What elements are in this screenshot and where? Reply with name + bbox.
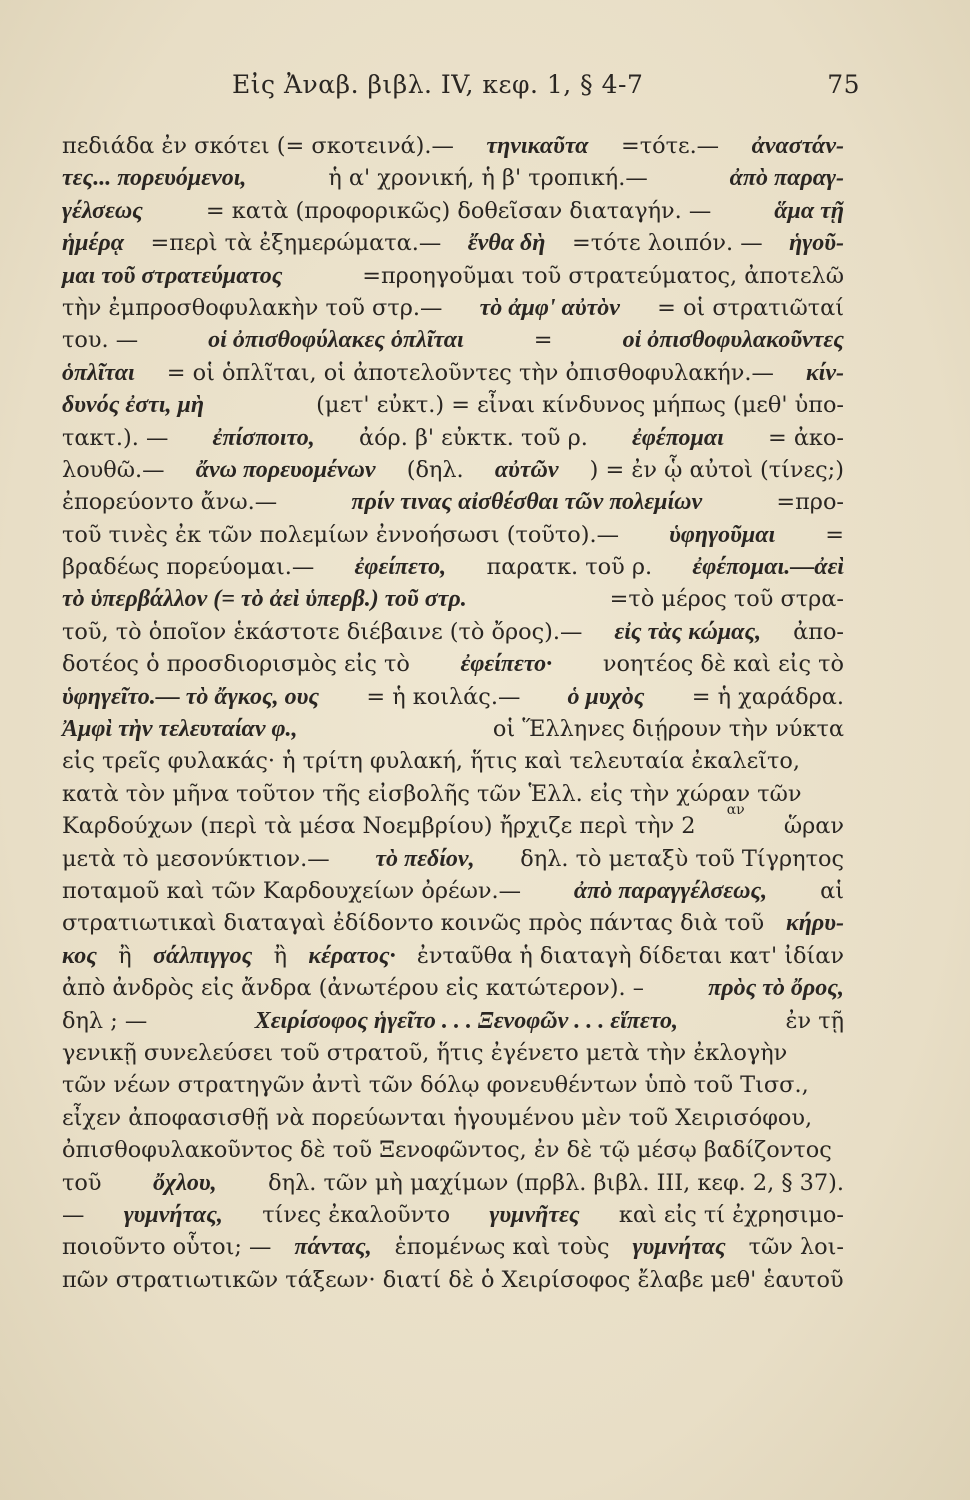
lemma-term: ἡμέρᾳ [62, 230, 125, 257]
page-number: 75 [827, 70, 860, 99]
gloss-text: τῶν λοι- [748, 1234, 844, 1261]
gloss-text: = ἡ χαράδρα. [691, 683, 844, 710]
gloss-text: ποιοῦντο οὗτοι; — [62, 1234, 272, 1261]
lemma-term: ἐφέπομαι.—ἀεὶ [692, 554, 844, 581]
gloss-text: αν [726, 802, 745, 819]
text-line [62, 454, 844, 486]
text-line [62, 713, 844, 745]
lemma-term: σάλπιγγος [153, 942, 253, 969]
gloss-text: κατὰ τὸν μῆνα τοῦτον τῆς εἰσβολῆς τῶν Ἑλλ. εἰς τὴν χώραν τῶν [62, 780, 802, 807]
gloss-text: νοητέος δὲ καὶ εἰς τὸ [602, 651, 844, 678]
gloss-text: τὴν ἐμπροσθοφυλακὴν τοῦ στρ.— [62, 294, 443, 321]
text-line [62, 260, 844, 292]
gloss-text: εἶχεν ἀποφασισθῇ νὰ πορεύωνται ἡγουμένου μὲν τοῦ Χειρισόφου, [62, 1104, 813, 1131]
gloss-text: δηλ ; — [62, 1007, 148, 1034]
gloss-text: = οἱ στρατιῶταί [657, 294, 844, 321]
text-line [62, 1134, 844, 1166]
gloss-text: ὀπισθοφυλακοῦντος δὲ τοῦ Ξενοφῶντος, ἐν δὲ τῷ μέσῳ βαδίζοντος [62, 1137, 832, 1164]
lemma-term: πάντας, [294, 1234, 372, 1261]
lemma-term: ἐπίσποιτο, [212, 424, 315, 451]
gloss-text: παρατκ. τοῦ ρ. [486, 554, 653, 581]
text-line [62, 681, 844, 713]
text-line [62, 162, 844, 194]
text-line [62, 1264, 844, 1296]
text-line [62, 1167, 844, 1199]
gloss-text: γενικῇ συνελεύσει τοῦ στρατοῦ, ἥτις ἐγένετο μετὰ τὴν ἐκλογὴν [62, 1039, 788, 1066]
gloss-text: ποταμοῦ καὶ τῶν Καρδουχείων ὀρέων.— [62, 877, 521, 904]
gloss-text: μετὰ τὸ μεσονύκτιον.— [62, 845, 330, 872]
gloss-text: = οἱ ὁπλῖται, οἱ ἀποτελοῦντες τὴν ὀπισθοφυλακήν.— [166, 359, 774, 386]
gloss-text: ὥραν [783, 813, 844, 840]
gloss-text: εἰς τρεῖς φυλακάς· ἡ τρίτη φυλακή, ἥτις καὶ τελευταία ἐκαλεῖτο, [62, 748, 800, 775]
lemma-term: ἔνθα δὴ [467, 230, 546, 257]
running-title: Εἰς Ἀναβ. βιβλ. IV, κεφ. 1, § 4-7 [232, 70, 644, 99]
text-line [62, 389, 844, 421]
gloss-text: ἐπορεύοντο ἄνω.— [62, 489, 278, 516]
gloss-text: =τότε λοιπόν. — [571, 230, 763, 257]
gloss-text: ) = ἐν ᾧ αὐτοὶ (τίνες;) [589, 456, 844, 483]
lemma-term: ὁ μυχὸς [567, 683, 645, 710]
text-line [62, 292, 844, 324]
lemma-term: κίν- [805, 359, 844, 386]
lemma-term: αὐτῶν [494, 456, 559, 483]
gloss-text: ἡ α' χρονική, ἡ β' τροπική.— [328, 165, 648, 192]
lemma-term: τὸ ἀμφ' αὐτὸν [479, 294, 620, 321]
lemma-term: ἅμα τῇ [774, 197, 844, 224]
text-line [62, 648, 844, 680]
text-line [62, 195, 844, 227]
running-header [62, 70, 860, 106]
gloss-text: του. — [62, 327, 139, 354]
lemma-term: Ἀμφὶ τὴν τελευταίαν φ., [62, 716, 298, 743]
text-line [62, 583, 844, 615]
lemma-term: εἰς τὰς κώμας, [614, 618, 762, 645]
lemma-term: τηνικαῦτα [486, 133, 589, 159]
gloss-text: =περὶ τὰ ἐξημερώματα.— [150, 230, 442, 257]
gloss-text: Καρδούχων (περὶ τὰ μέσα Νοεμβρίου) ἤρχιζε περὶ τὴν 2 [62, 813, 696, 840]
text-line [62, 551, 844, 583]
text-line [62, 519, 844, 551]
commentary-text [62, 130, 844, 1296]
lemma-term: κος [62, 942, 97, 969]
text-line [62, 1102, 844, 1134]
gloss-text: ἑπομένως καὶ τοὺς [394, 1234, 610, 1261]
gloss-text: ἀόρ. β' εὐκτκ. τοῦ ρ. [358, 424, 588, 451]
gloss-text: (δηλ. [406, 456, 464, 483]
lemma-term: ἐφείπετο, [354, 554, 447, 581]
lemma-term: γυμνήτας [632, 1234, 726, 1261]
lemma-term: ἐφείπετο· [460, 651, 553, 678]
lemma-term: γυμνήτας, [123, 1201, 223, 1228]
lemma-term: ἄνω πορευομένων [195, 456, 376, 483]
text-line [62, 875, 844, 907]
text-line [62, 357, 844, 389]
lemma-term: μαι τοῦ στρατεύματος [62, 262, 283, 289]
lemma-term: ἐφέπομαι [632, 424, 724, 451]
gloss-text: = ἡ κοιλάς.— [366, 683, 521, 710]
lemma-term: πρὸς τὸ ὄρος, [708, 975, 844, 1002]
gloss-text: τοῦ τινὲς ἐκ τῶν πολεμίων ἐννοήσωσι (τοῦτο).— [62, 521, 620, 548]
text-line [62, 802, 844, 842]
lemma-term: πρίν τινας αἰσθέσθαι τῶν πολεμίων [351, 489, 703, 516]
lemma-term: τὸ ὑπερβάλλον (= τὸ ἀεὶ ὑπερβ.) τοῦ στρ. [62, 586, 467, 613]
gloss-text: ἀπο- [793, 618, 844, 645]
gloss-text: = κατὰ (προφορικῶς) δοθεῖσαν διαταγήν. — [205, 197, 712, 224]
lemma-term: ἡγοῦ- [789, 230, 844, 257]
gloss-text: τακτ.). — [62, 424, 169, 451]
text-line [62, 1037, 844, 1069]
gloss-text: καὶ εἰς τί ἐχρησιμο- [618, 1201, 844, 1228]
text-line [62, 227, 844, 259]
gloss-text: =προ- [776, 489, 844, 516]
gloss-text: =προηγοῦμαι τοῦ στρατεύματος, ἀποτελῶ [362, 262, 844, 289]
lemma-term: ἀπὸ παραγ- [729, 165, 844, 192]
lemma-term: κήρυ- [786, 910, 844, 937]
text-line [62, 972, 844, 1004]
gloss-text: πεδιάδα ἐν σκότει (= σκοτεινά).— [62, 133, 454, 159]
lemma-term: δυνός ἐστι, μὴ [62, 392, 205, 419]
lemma-term: ὄχλου, [153, 1169, 217, 1196]
lemma-term: γυμνῆτες [489, 1201, 580, 1228]
lemma-term: γέλσεως [62, 197, 143, 224]
lemma-term: τὸ πεδίον, [375, 845, 475, 872]
text-line [62, 940, 844, 972]
gloss-text: ἢ [118, 942, 132, 969]
text-line [62, 1199, 844, 1231]
lemma-term: ὑφηγεῖτο.— τὸ ἄγκος, ους [62, 683, 320, 710]
gloss-text: βραδέως πορεύομαι.— [62, 554, 315, 581]
lemma-term: Χειρίσοφος ἡγεῖτο . . . Ξενοφῶν . . . εἵπετο, [254, 1007, 679, 1034]
lemma-term: οἱ ὀπισθοφύλακες ὁπλῖται [208, 327, 464, 354]
gloss-text: =τὸ μέρος τοῦ στρα- [609, 586, 844, 613]
lemma-term: ὁπλῖται [62, 359, 135, 386]
gloss-text: ἐνταῦθα ἡ διαταγὴ δίδεται κατ' ἰδίαν [416, 942, 844, 969]
gloss-text: τοῦ, τὸ ὁποῖον ἑκάστοτε διέβαινε (τὸ ὄρος).— [62, 618, 583, 645]
gloss-text: ἐν τῇ [785, 1007, 844, 1034]
lemma-term: ἀναστάν- [751, 133, 844, 159]
gloss-text: = [533, 327, 553, 354]
gloss-text: =τότε.— [620, 133, 720, 159]
gloss-text: (μετ' εὐκτ.) = εἶναι κίνδυνος μήπως (μεθ' ὑπο- [316, 392, 844, 419]
text-line [62, 130, 844, 162]
gloss-text: στρατιωτικαὶ διαταγαὶ ἐδίδοντο κοινῶς πρὸς πάντας διὰ τοῦ [62, 910, 765, 937]
lemma-term: ἀπὸ παραγγέλσεως, [573, 877, 768, 904]
gloss-text: = [825, 521, 844, 548]
gloss-text: δοτέος ὁ προσδιορισμὸς εἰς τὸ [62, 651, 410, 678]
gloss-text: τῶν νέων στρατηγῶν ἀντὶ τῶν δόλῳ φονευθέντων ὑπὸ τοῦ Τισσ., [62, 1072, 809, 1099]
gloss-text: ἀπὸ ἀνδρὸς εἰς ἄνδρα (ἀνωτέρου εἰς κατώτερον). – [62, 975, 644, 1002]
lemma-term: κέρατος· [308, 942, 396, 969]
text-line [62, 843, 844, 875]
gloss-text: λουθῶ.— [62, 456, 165, 483]
gloss-text: αἱ [820, 877, 844, 904]
gloss-text: δηλ. τὸ μεταξὺ τοῦ Τίγρητος [520, 845, 844, 872]
lemma-term: ὑφηγοῦμαι [669, 521, 776, 548]
text-line [62, 422, 844, 454]
gloss-text: = ἀκο- [767, 424, 844, 451]
gloss-text: πῶν στρατιωτικῶν τάξεων· διατί δὲ ὁ Χειρίσοφος ἔλαβε μεθ' ἑαυτοῦ [62, 1266, 844, 1293]
text-line [62, 745, 844, 777]
gloss-text: — [62, 1201, 85, 1228]
gloss-text: τίνες ἐκαλοῦντο [262, 1201, 451, 1228]
gloss-text: ἢ [273, 942, 288, 969]
text-line [62, 324, 844, 356]
text-line [62, 486, 844, 518]
text-line [62, 1231, 844, 1263]
text-line [62, 616, 844, 648]
gloss-text: τοῦ [62, 1169, 102, 1196]
lemma-term: οἱ ὀπισθοφυλακοῦντες [622, 327, 844, 354]
gloss-text: οἱ Ἕλληνες διῄρουν τὴν νύκτα [492, 716, 844, 743]
lemma-term: τες... πορευόμενοι, [62, 165, 247, 192]
text-line [62, 907, 844, 939]
gloss-text: δηλ. τῶν μὴ μαχίμων (πρβλ. βιβλ. III, κεφ. 2, § 37). [268, 1169, 844, 1196]
text-line [62, 1005, 844, 1037]
text-line [62, 1069, 844, 1101]
